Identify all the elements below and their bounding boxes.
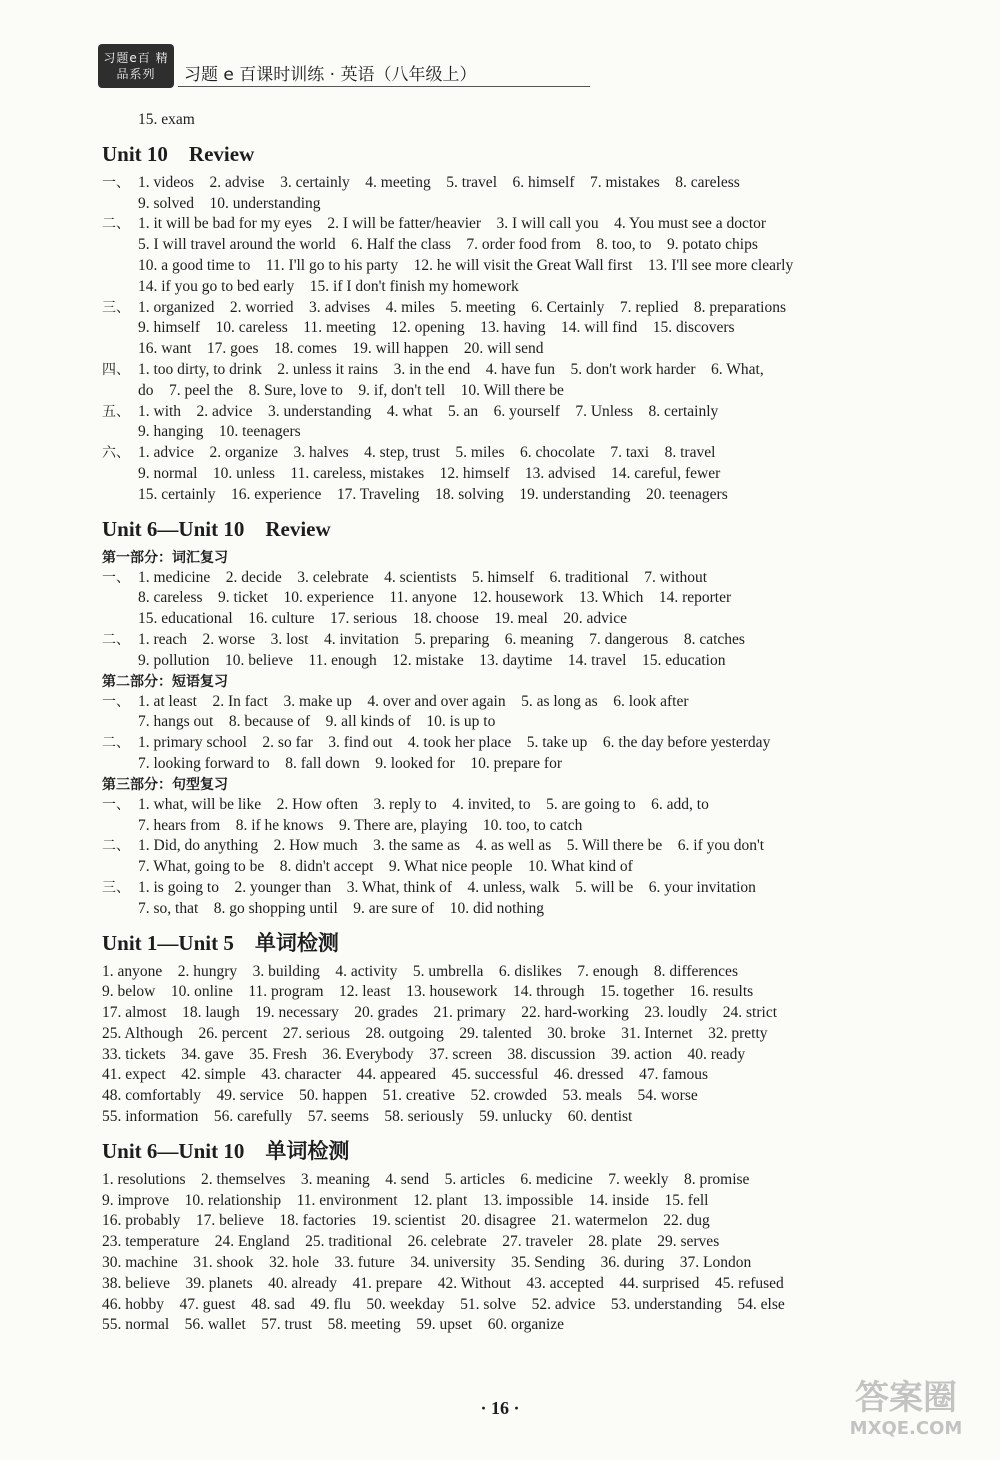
answer-line bbox=[102, 962, 952, 983]
answer-text: 23. temperature 24. England 25. traditional 26. celebrate 27. traveler 28. plate 29. serves bbox=[102, 1233, 720, 1251]
unit-heading: Unit 6—Unit 10 单词检测 bbox=[102, 1138, 350, 1163]
answer-line bbox=[102, 402, 952, 423]
answer-line bbox=[102, 443, 952, 464]
answer-line bbox=[102, 485, 952, 506]
answer-text: 1. at least 2. In fact 3. make up 4. over and over again 5. as long as 6. look after bbox=[138, 692, 689, 710]
answer-line bbox=[102, 982, 952, 1003]
section-number: 三、 bbox=[102, 879, 130, 896]
section-number: 三、 bbox=[102, 299, 130, 316]
answer-text: 7. looking forward to 8. fall down 9. looked for 10. prepare for bbox=[138, 754, 562, 772]
page-header bbox=[98, 44, 493, 90]
answer-text: 9. below 10. online 11. program 12. least 13. housework 14. through 15. together 16. results bbox=[102, 983, 754, 1001]
answer-text: 1. organized 2. worried 3. advises 4. miles 5. meeting 6. Certainly 7. replied 8. preparations bbox=[138, 298, 786, 316]
answer-line bbox=[102, 1170, 952, 1191]
answer-text: 15. exam bbox=[138, 111, 195, 128]
answer-text: 14. if you go to bed early 15. if I don't finish my homework bbox=[138, 277, 519, 295]
answer-line bbox=[102, 1065, 952, 1086]
answer-line bbox=[102, 651, 952, 672]
answer-text: 15. certainly 16. experience 17. Traveling 18. solving 19. understanding 20. teenagers bbox=[138, 485, 728, 503]
answer-text: 1. Did, do anything 2. How much 3. the same as 4. as well as 5. Will there be 6. if you don't bbox=[138, 837, 765, 855]
answer-line bbox=[102, 110, 952, 131]
answer-line bbox=[102, 795, 952, 816]
answer-line bbox=[102, 318, 952, 339]
answer-text: 8. careless 9. ticket 10. experience 11. anyone 12. housework 13. Which 14. reporter bbox=[138, 589, 732, 607]
answer-text: 7. What, going to be 8. didn't accept 9. What nice people 10. What kind of bbox=[138, 858, 633, 876]
answer-line bbox=[102, 857, 952, 878]
answer-line bbox=[102, 816, 952, 837]
part-heading: 第一部分：词汇复习 bbox=[102, 549, 228, 566]
answer-line bbox=[102, 1232, 952, 1253]
answer-line bbox=[102, 836, 952, 857]
answer-line bbox=[102, 1211, 952, 1232]
answer-line bbox=[102, 899, 952, 920]
answer-text: 9. himself 10. careless 11. meeting 12. opening 13. having 14. will find 15. discovers bbox=[138, 319, 735, 337]
answer-line bbox=[102, 1295, 952, 1316]
answer-text: 55. normal 56. wallet 57. trust 58. meeting 59. upset 60. organize bbox=[102, 1316, 565, 1334]
answer-line bbox=[102, 754, 952, 775]
part-heading: 第三部分：句型复习 bbox=[102, 776, 228, 793]
page-number: · 16 · bbox=[480, 1398, 520, 1418]
answer-text: 9. normal 10. unless 11. careless, mistakes 12. himself 13. advised 14. careful, fewer bbox=[138, 464, 721, 482]
watermark-logo bbox=[836, 1378, 976, 1450]
series-logo: 习题e百 精品系列 bbox=[98, 44, 174, 88]
answer-line bbox=[102, 173, 952, 194]
answer-text: 1. primary school 2. so far 3. find out 4. took her place 5. take up 6. the day before yesterday bbox=[138, 734, 771, 752]
answer-line bbox=[102, 235, 952, 256]
answer-line bbox=[102, 464, 952, 485]
answer-text: 9. solved 10. understanding bbox=[138, 194, 321, 212]
answer-text: 5. I will travel around the world 6. Half the class 7. order food from 8. too, to 9. potato chips bbox=[138, 236, 758, 254]
answer-text: 1. too dirty, to drink 2. unless it rains 3. in the end 4. have fun 5. don't work harder 6. What, bbox=[138, 360, 764, 378]
answer-text: 1. reach 2. worse 3. lost 4. invitation 5. preparing 6. meaning 7. dangerous 8. catches bbox=[138, 630, 745, 648]
answer-text: 48. comfortably 49. service 50. happen 51. creative 52. crowded 53. meals 54. worse bbox=[102, 1087, 698, 1105]
answer-line bbox=[102, 1191, 952, 1212]
answer-text: 1. videos 2. advise 3. certainly 4. meeting 5. travel 6. himself 7. mistakes 8. careless bbox=[138, 173, 740, 191]
answer-text: 55. information 56. carefully 57. seems 58. seriously 59. unlucky 60. dentist bbox=[102, 1108, 633, 1126]
answer-text: 41. expect 42. simple 43. character 44. appeared 45. successful 46. dressed 47. famous bbox=[102, 1066, 709, 1084]
answer-line bbox=[102, 588, 952, 609]
answer-text: 1. advice 2. organize 3. halves 4. step, trust 5. miles 6. chocolate 7. taxi 8. travel bbox=[138, 444, 716, 462]
answer-line bbox=[102, 1274, 952, 1295]
answer-text: 1. what, will be like 2. How often 3. reply to 4. invited, to 5. are going to 6. add, to bbox=[138, 795, 709, 813]
answer-text: 9. hanging 10. teenagers bbox=[138, 423, 301, 441]
unit-heading: Unit 10 Review bbox=[102, 141, 255, 166]
answer-line bbox=[102, 568, 952, 589]
watermark-url: MXQE.COM bbox=[849, 1418, 963, 1439]
answer-text: 17. almost 18. laugh 19. necessary 20. grades 21. primary 22. hard-working 23. loudly 24. strict bbox=[102, 1004, 777, 1022]
answer-text: 9. improve 10. relationship 11. environment 12. plant 13. impossible 14. inside 15. fell bbox=[102, 1191, 709, 1209]
section-number: 二、 bbox=[102, 216, 130, 233]
answer-text: 25. Although 26. percent 27. serious 28. outgoing 29. talented 30. broke 31. Internet 32. pretty bbox=[102, 1024, 768, 1042]
section-number: 二、 bbox=[102, 838, 130, 855]
answer-line bbox=[102, 360, 952, 381]
answer-key-content bbox=[102, 110, 952, 1336]
answer-line bbox=[102, 1024, 952, 1045]
section-number: 一、 bbox=[102, 569, 130, 586]
section-number: 一、 bbox=[102, 174, 130, 191]
answer-text: 15. educational 16. culture 17. serious 18. choose 19. meal 20. advice bbox=[138, 610, 627, 628]
answer-line bbox=[102, 609, 952, 630]
answer-text: 33. tickets 34. gave 35. Fresh 36. Everybody 37. screen 38. discussion 39. action 40. ready bbox=[102, 1045, 746, 1063]
answer-line bbox=[102, 1003, 952, 1024]
answer-line bbox=[102, 878, 952, 899]
answer-line bbox=[102, 277, 952, 298]
part-heading: 第二部分：短语复习 bbox=[102, 673, 228, 690]
section-number: 一、 bbox=[102, 693, 130, 710]
answer-text: 7. so, that 8. go shopping until 9. are sure of 10. did nothing bbox=[138, 899, 544, 917]
answer-text: 7. hears from 8. if he knows 9. There are, playing 10. too, to catch bbox=[138, 816, 583, 834]
answer-line bbox=[102, 692, 952, 713]
answer-line bbox=[102, 339, 952, 360]
answer-text: 16. want 17. goes 18. comes 19. will happen 20. will send bbox=[138, 340, 544, 358]
answer-text: 1. it will be bad for my eyes 2. I will be fatter/heavier 3. I will call you 4. You must see a doctor bbox=[138, 215, 767, 233]
section-number: 二、 bbox=[102, 631, 130, 648]
answer-text: 1. anyone 2. hungry 3. building 4. activity 5. umbrella 6. dislikes 7. enough 8. differences bbox=[102, 962, 738, 980]
answer-text: 9. pollution 10. believe 11. enough 12. mistake 13. daytime 14. travel 15. education bbox=[138, 651, 726, 669]
section-number: 一、 bbox=[102, 796, 130, 813]
answer-text: 1. medicine 2. decide 3. celebrate 4. scientists 5. himself 6. traditional 7. without bbox=[138, 568, 708, 586]
answer-text: 7. hangs out 8. because of 9. all kinds of 10. is up to bbox=[138, 713, 496, 731]
answer-line bbox=[102, 712, 952, 733]
answer-text: 1. with 2. advice 3. understanding 4. what 5. an 6. yourself 7. Unless 8. certainly bbox=[138, 402, 719, 420]
answer-line bbox=[102, 630, 952, 651]
answer-text: 1. is going to 2. younger than 3. What, think of 4. unless, walk 5. will be 6. your invitation bbox=[138, 878, 756, 896]
answer-line bbox=[102, 1315, 952, 1336]
answer-text: 30. machine 31. shook 32. hole 33. future 34. university 35. Sending 36. during 37. London bbox=[102, 1254, 752, 1272]
header-divider bbox=[178, 86, 590, 87]
answer-line bbox=[102, 1253, 952, 1274]
answer-line bbox=[102, 298, 952, 319]
answer-line bbox=[102, 1107, 952, 1128]
answer-line bbox=[102, 1045, 952, 1066]
watermark-text: 答案圈 bbox=[855, 1378, 957, 1418]
answer-line bbox=[102, 381, 952, 402]
answer-text: 10. a good time to 11. I'll go to his party 12. he will visit the Great Wall first 13. I'll see more clearly bbox=[138, 256, 794, 274]
unit-heading: Unit 6—Unit 10 Review bbox=[102, 516, 331, 541]
section-number: 六、 bbox=[102, 445, 130, 462]
answer-line bbox=[102, 422, 952, 443]
answer-line bbox=[102, 194, 952, 215]
answer-text: do 7. peel the 8. Sure, love to 9. if, don't tell 10. Will there be bbox=[138, 381, 564, 399]
answer-text: 16. probably 17. believe 18. factories 19. scientist 20. disagree 21. watermelon 22. dug bbox=[102, 1212, 710, 1230]
answer-line bbox=[102, 256, 952, 277]
answer-line bbox=[102, 733, 952, 754]
answer-text: 46. hobby 47. guest 48. sad 49. flu 50. weekday 51. solve 52. advice 53. understanding 54. else bbox=[102, 1295, 785, 1313]
section-number: 五、 bbox=[102, 403, 130, 420]
unit-heading: Unit 1—Unit 5 单词检测 bbox=[102, 930, 339, 955]
section-number: 四、 bbox=[102, 361, 130, 378]
answer-line bbox=[102, 214, 952, 235]
section-number: 二、 bbox=[102, 735, 130, 752]
answer-text: 38. believe 39. planets 40. already 41. prepare 42. Without 43. accepted 44. surprised 45. refused bbox=[102, 1274, 784, 1292]
answer-text: 1. resolutions 2. themselves 3. meaning 4. send 5. articles 6. medicine 7. weekly 8. promise bbox=[102, 1170, 750, 1188]
answer-line bbox=[102, 1086, 952, 1107]
book-title: 习题 e 百课时训练 · 英语（八年级上） bbox=[184, 65, 477, 85]
